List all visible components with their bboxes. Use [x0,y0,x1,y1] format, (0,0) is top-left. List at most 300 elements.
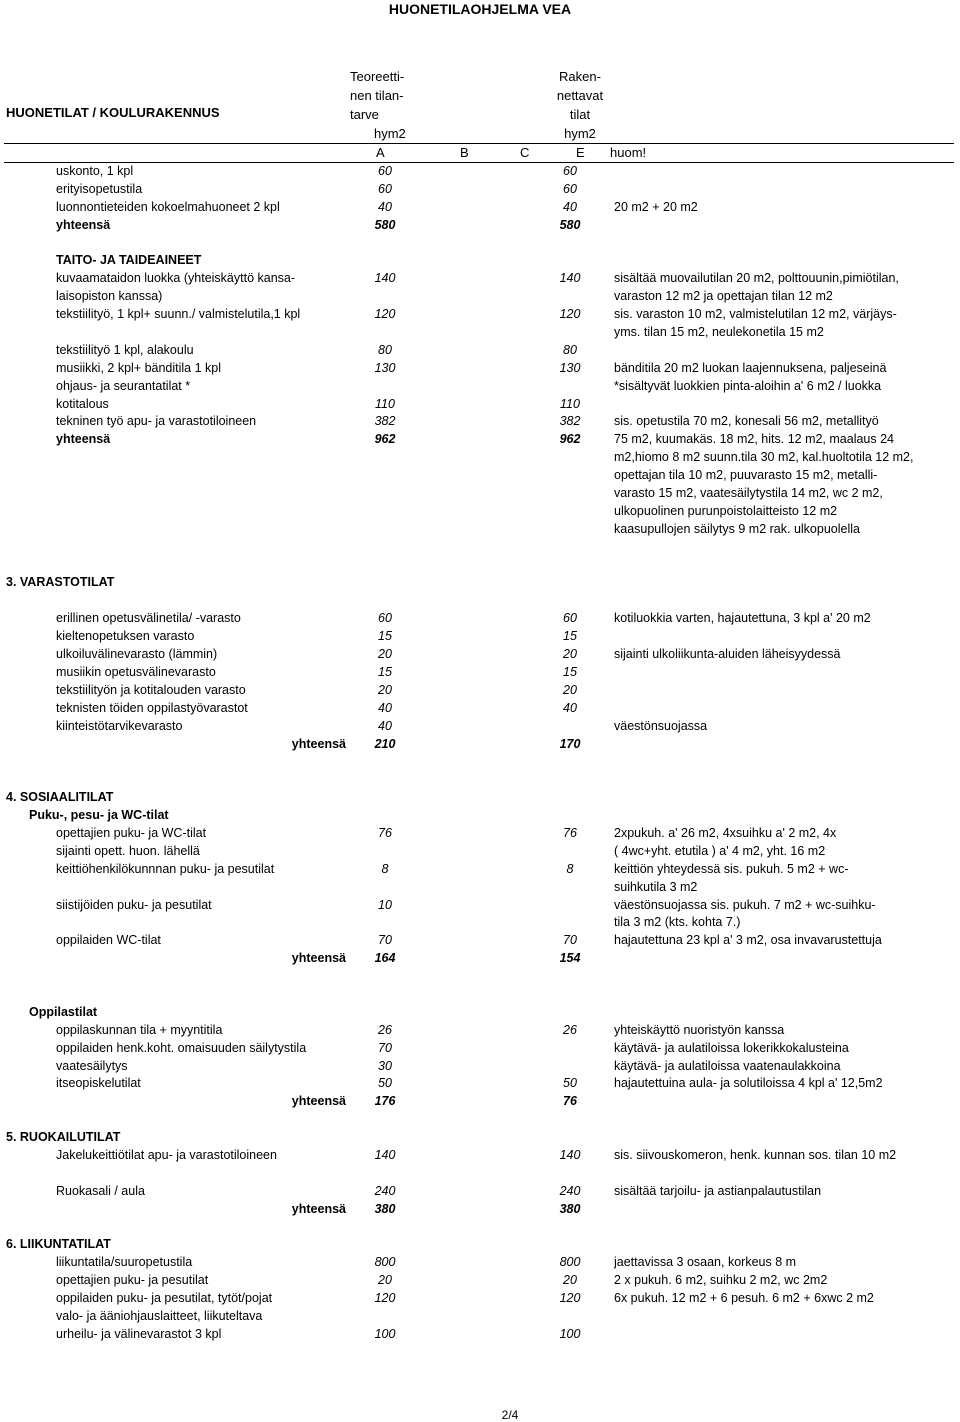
value-a: 26 [378,1022,392,1037]
column-notes-header: huom! [610,145,647,160]
value-b [420,1004,480,1022]
table-row [4,1272,954,1290]
value-a: 240 [374,1183,396,1198]
note: keittiön yhteydessä sis. pukuh. 5 m2 + wc- [614,861,849,876]
value-e: 76 [563,1094,577,1109]
table-row [4,1147,954,1165]
value-e [530,1129,610,1147]
value-e: 60 [563,164,577,178]
value-b [420,1326,480,1344]
value-a [350,521,420,539]
value-c [480,1254,530,1272]
note [610,1236,954,1254]
blank-row [4,771,954,789]
value-e: 26 [563,1022,577,1037]
blank-row [4,1111,954,1129]
table-row [4,181,954,199]
value-c [480,1236,530,1254]
note [610,1129,954,1147]
value-b [420,503,480,521]
note: varaston 12 m2 ja opettajan tilan 12 m2 [614,289,833,304]
room-name [4,521,350,539]
value-b [420,252,480,270]
value-c [480,521,530,539]
value-a: 580 [374,217,396,232]
blank-row [4,557,954,575]
value-e [530,503,610,521]
value-b [420,288,480,306]
table-row [4,1058,954,1076]
value-b [420,628,480,646]
value-b [420,1058,480,1076]
value-e: 130 [559,360,581,375]
table-row [4,1129,954,1147]
value-c [480,431,530,449]
room-program-table [4,67,954,1344]
value-a: 800 [374,1255,396,1270]
table-row [4,252,954,270]
value-c [480,1040,530,1058]
note [610,807,954,825]
note [610,664,954,682]
value-b [420,342,480,360]
value-c [480,413,530,431]
column-e-header [530,67,630,143]
value-c [480,306,530,324]
value-c [480,324,530,342]
note: hajautettuina aula- ja solutiloissa 4 kpl a' 12,5m2 [614,1076,883,1091]
room-name: erityisopetustila [56,181,143,196]
value-c [480,861,530,879]
table-row [4,897,954,915]
room-name: kotitalous [56,396,109,411]
value-e: 380 [559,1201,581,1216]
table-row [4,825,954,843]
note [610,1004,954,1022]
value-a: 382 [374,414,396,429]
room-name: liikuntatila/suuropetustila [56,1255,193,1270]
value-b [420,1254,480,1272]
note [610,1093,954,1111]
value-e: 76 [563,825,577,840]
value-c [480,1147,530,1165]
note: ulkopuolinen purunpoistolaitteisto 12 m2 [614,503,838,518]
value-a: 20 [378,647,392,662]
value-e: 40 [563,700,577,715]
value-e: 20 [563,647,577,662]
value-a [350,807,420,825]
value-c [480,181,530,199]
note: käytävä- ja aulatiloissa vaatenaulakkoina [614,1058,841,1073]
value-b [420,467,480,485]
value-c [480,879,530,897]
value-c [480,467,530,485]
note [610,700,954,718]
value-a: 140 [374,271,396,286]
table-row [4,861,954,879]
column-a-header-line: hym2 [374,126,406,141]
note [610,574,954,592]
value-a: 15 [378,664,392,679]
room-name: 6. LIIKUNTATILAT [6,1237,111,1252]
room-name: opettajien puku- ja pesutilat [56,1273,209,1288]
value-b [420,1308,480,1326]
value-b [420,932,480,950]
value-e: 140 [559,1147,581,1162]
room-name [4,485,350,503]
value-c [480,1093,530,1111]
value-e [530,574,610,592]
value-b [420,646,480,664]
value-a: 962 [374,432,396,447]
room-name: ohjaus- ja seurantatilat * [56,378,191,393]
room-name: yhteensä [291,951,346,966]
value-b [420,181,480,199]
room-name [4,503,350,521]
value-c [480,1308,530,1326]
note: m2,hiomo 8 m2 suunn.tila 30 m2, kal.huoltotila 12 m2, [614,450,914,465]
note [610,628,954,646]
table-row [4,324,954,342]
column-a-header [350,67,450,143]
note [610,1201,954,1219]
table-row [4,1290,954,1308]
room-name: 3. VARASTOTILAT [6,575,115,590]
blank-row [4,968,954,986]
value-b [420,700,480,718]
value-c [480,736,530,754]
value-a: 176 [374,1094,396,1109]
note: 75 m2, kuumakäs. 18 m2, hits. 12 m2, maalaus 24 [614,432,894,447]
value-b [420,1183,480,1201]
table-row [4,306,954,324]
value-b [420,485,480,503]
table-row [4,574,954,592]
table-row [4,431,954,449]
note: sis. opetustila 70 m2, konesali 56 m2, metallityö [614,414,879,429]
value-e: 20 [563,682,577,697]
value-a [350,879,420,897]
value-a [350,252,420,270]
table-row [4,807,954,825]
value-c [480,1183,530,1201]
value-e: 110 [560,396,580,411]
blank-row [4,753,954,771]
value-c [480,1272,530,1290]
value-c [480,682,530,700]
value-e: 8 [566,861,574,876]
value-c [480,789,530,807]
value-b [420,610,480,628]
column-a-header-line: Teoreetti- [350,69,405,84]
table-row [4,485,954,503]
table-row [4,628,954,646]
value-e: 50 [563,1076,577,1091]
room-name: ulkoiluvälinevarasto (lämmin) [56,647,218,662]
value-e [530,807,610,825]
room-name: Puku-, pesu- ja WC-tilat [29,808,169,823]
value-c [480,288,530,306]
room-name: musiikin opetusvälinevarasto [56,664,216,679]
value-e [530,843,610,861]
value-c [480,378,530,396]
value-b [420,897,480,915]
value-e [530,485,610,503]
value-b [420,1147,480,1165]
value-a [350,914,420,932]
value-e [530,718,610,736]
note: sis. varaston 10 m2, valmistelutilan 12 m2, värjäys- [614,307,897,322]
table-row [4,789,954,807]
value-c [480,807,530,825]
room-name: urheilu- ja välinevarastot 3 kpl [56,1326,222,1341]
value-e: 20 [563,1273,577,1288]
note: sis. siivouskomeron, henk. kunnan sos. tilan 10 m2 [614,1147,897,1162]
value-b [420,843,480,861]
table-row [4,163,954,181]
room-name: TAITO- JA TAIDEAINEET [56,253,202,268]
room-name: itseopiskelutilat [56,1076,141,1091]
value-e [530,1308,610,1326]
value-b [420,1272,480,1290]
value-b [420,825,480,843]
value-c [480,1129,530,1147]
table-row [4,413,954,431]
column-letter-e: E [576,145,585,160]
value-a: 60 [378,164,392,178]
note: hajautettuna 23 kpl a' 3 m2, osa invavarustettuja [614,933,882,948]
column-e-header-line: Raken- [559,69,601,84]
column-letter-a: A [376,145,385,160]
note [610,789,954,807]
value-a: 20 [378,1273,392,1288]
value-e: 240 [559,1183,581,1198]
room-name: oppilaskunnan tila + myyntitila [56,1022,223,1037]
value-e: 154 [559,951,581,966]
value-c [480,449,530,467]
blank-row [4,539,954,557]
value-e: 580 [559,217,581,232]
value-e: 100 [559,1326,581,1341]
room-name: yhteensä [56,217,111,232]
table-row [4,199,954,217]
value-a [350,1236,420,1254]
note: yms. tilan 15 m2, neulekonetila 15 m2 [614,325,824,340]
value-a: 8 [381,861,389,876]
value-e [530,324,610,342]
column-letter-c: C [520,145,530,160]
value-a [350,843,420,861]
value-c [480,360,530,378]
table-row [4,718,954,736]
room-name [4,467,350,485]
note [610,217,954,235]
value-c [480,396,530,414]
room-name [4,914,350,932]
table-row [4,1183,954,1201]
table-row [4,503,954,521]
value-e [530,789,610,807]
value-c [480,897,530,915]
value-a: 76 [378,825,392,840]
page-title: HUONETILAOHJELMA VEA [388,1,572,17]
note [610,342,954,360]
value-c [480,1075,530,1093]
room-name: tekstiilityö, 1 kpl+ suunn./ valmistelutila,1 kpl [56,307,301,322]
value-e [530,914,610,932]
column-e-header-line: nettavat [556,88,604,103]
table-row [4,342,954,360]
value-e: 120 [559,1291,581,1306]
table-row [4,1254,954,1272]
value-a [350,324,420,342]
table-row [4,1093,954,1111]
table-title: HUONETILAT / KOULURAKENNUS [6,105,220,120]
room-name: valo- ja ääniohjauslaitteet, liikuteltava [56,1309,263,1323]
value-a [350,1129,420,1147]
value-b [420,306,480,324]
table-row [4,646,954,664]
table-row [4,914,954,932]
table-row [4,610,954,628]
value-a [350,467,420,485]
value-c [480,628,530,646]
value-a: 380 [374,1201,396,1216]
value-a: 80 [378,342,392,357]
value-c [480,485,530,503]
value-a [350,485,420,503]
value-c [480,825,530,843]
value-c [480,342,530,360]
room-name: kieltenopetuksen varasto [56,629,195,644]
column-e-header-line: tilat [569,107,591,122]
value-c [480,700,530,718]
value-e: 140 [559,271,581,286]
value-e [530,1040,610,1058]
value-b [420,1201,480,1219]
column-a-header-line: nen tilan- [350,88,404,103]
table-row [4,1075,954,1093]
note [610,682,954,700]
note: väestönsuojassa [614,718,708,733]
value-b [420,1093,480,1111]
value-c [480,574,530,592]
room-name: uskonto, 1 kpl [56,164,134,178]
value-b [420,360,480,378]
value-e: 962 [559,432,581,447]
table-row [4,932,954,950]
value-a: 140 [374,1147,396,1162]
room-name: oppilaiden henk.koht. omaisuuden säilytystila [56,1040,307,1055]
table-row [4,1326,954,1344]
value-b [420,431,480,449]
room-name: luonnontieteiden kokoelmahuoneet 2 kpl [56,199,280,214]
value-e: 382 [559,414,581,429]
value-b [420,736,480,754]
room-name: yhteensä [291,736,346,751]
note: *sisältyvät luokkien pinta-aloihin a' 6 m2 / luokka [614,378,882,393]
note: kaasupullojen säilytys 9 m2 rak. ulkopuolella [614,521,860,536]
note: sijainti ulkoliikunta-aluiden läheisyydessä [614,647,841,662]
value-e: 120 [559,307,581,322]
value-a: 15 [378,629,392,644]
value-e: 800 [559,1255,581,1270]
room-name: opettajien puku- ja WC-tilat [56,825,207,840]
table-row [4,664,954,682]
value-c [480,1004,530,1022]
room-name: yhteensä [56,432,111,447]
value-a: 40 [378,718,392,733]
table-row [4,950,954,968]
value-c [480,1022,530,1040]
value-e: 15 [563,629,577,644]
value-a: 30 [378,1058,392,1073]
value-a: 120 [374,307,396,322]
value-e: 70 [563,933,577,948]
table-header [4,67,954,144]
note [610,736,954,754]
note [610,181,954,199]
blank-row [4,986,954,1004]
note: 2xpukuh. a' 26 m2, 4xsuihku a' 2 m2, 4x [614,825,837,840]
value-b [420,807,480,825]
note [610,1326,954,1344]
room-name: Ruokasali / aula [56,1183,145,1198]
value-e [530,879,610,897]
value-b [420,1129,480,1147]
column-letter-b: B [460,145,469,160]
value-b [420,1236,480,1254]
table-row [4,467,954,485]
value-a: 120 [374,1291,396,1306]
value-c [480,843,530,861]
value-e: 60 [563,181,577,196]
value-a [350,574,420,592]
note: varasto 15 m2, vaatesäilytystila 14 m2, wc 2 m2, [614,486,883,501]
value-e [530,1004,610,1022]
value-a: 70 [378,1040,392,1055]
table-row [4,288,954,306]
note: sisältää muovailutilan 20 m2, polttouunin,pimiötilan, [614,271,899,286]
table-body [4,163,954,1344]
room-name: tekstiilityön ja kotitalouden varasto [56,682,246,697]
table-row [4,1201,954,1219]
table-row [4,217,954,235]
note [610,950,954,968]
note: kotiluokkia varten, hajautettuna, 3 kpl a' 20 m2 [614,611,871,626]
value-a: 110 [375,396,395,411]
value-b [420,664,480,682]
room-name: sijainti opett. huon. lähellä [56,843,200,858]
table-row [4,879,954,897]
table-row [4,1022,954,1040]
value-c [480,950,530,968]
value-b [420,574,480,592]
value-a: 70 [378,933,392,948]
value-a [350,1308,420,1326]
value-e [530,288,610,306]
note: sisältää tarjoilu- ja astianpalautustilan [614,1183,822,1198]
value-a: 40 [378,700,392,715]
note: 20 m2 + 20 m2 [614,199,698,214]
value-a: 130 [374,360,396,375]
value-b [420,1022,480,1040]
value-c [480,914,530,932]
value-a [350,1004,420,1022]
table-row [4,700,954,718]
table-row [4,521,954,539]
room-name: vaatesäilytys [56,1058,128,1073]
